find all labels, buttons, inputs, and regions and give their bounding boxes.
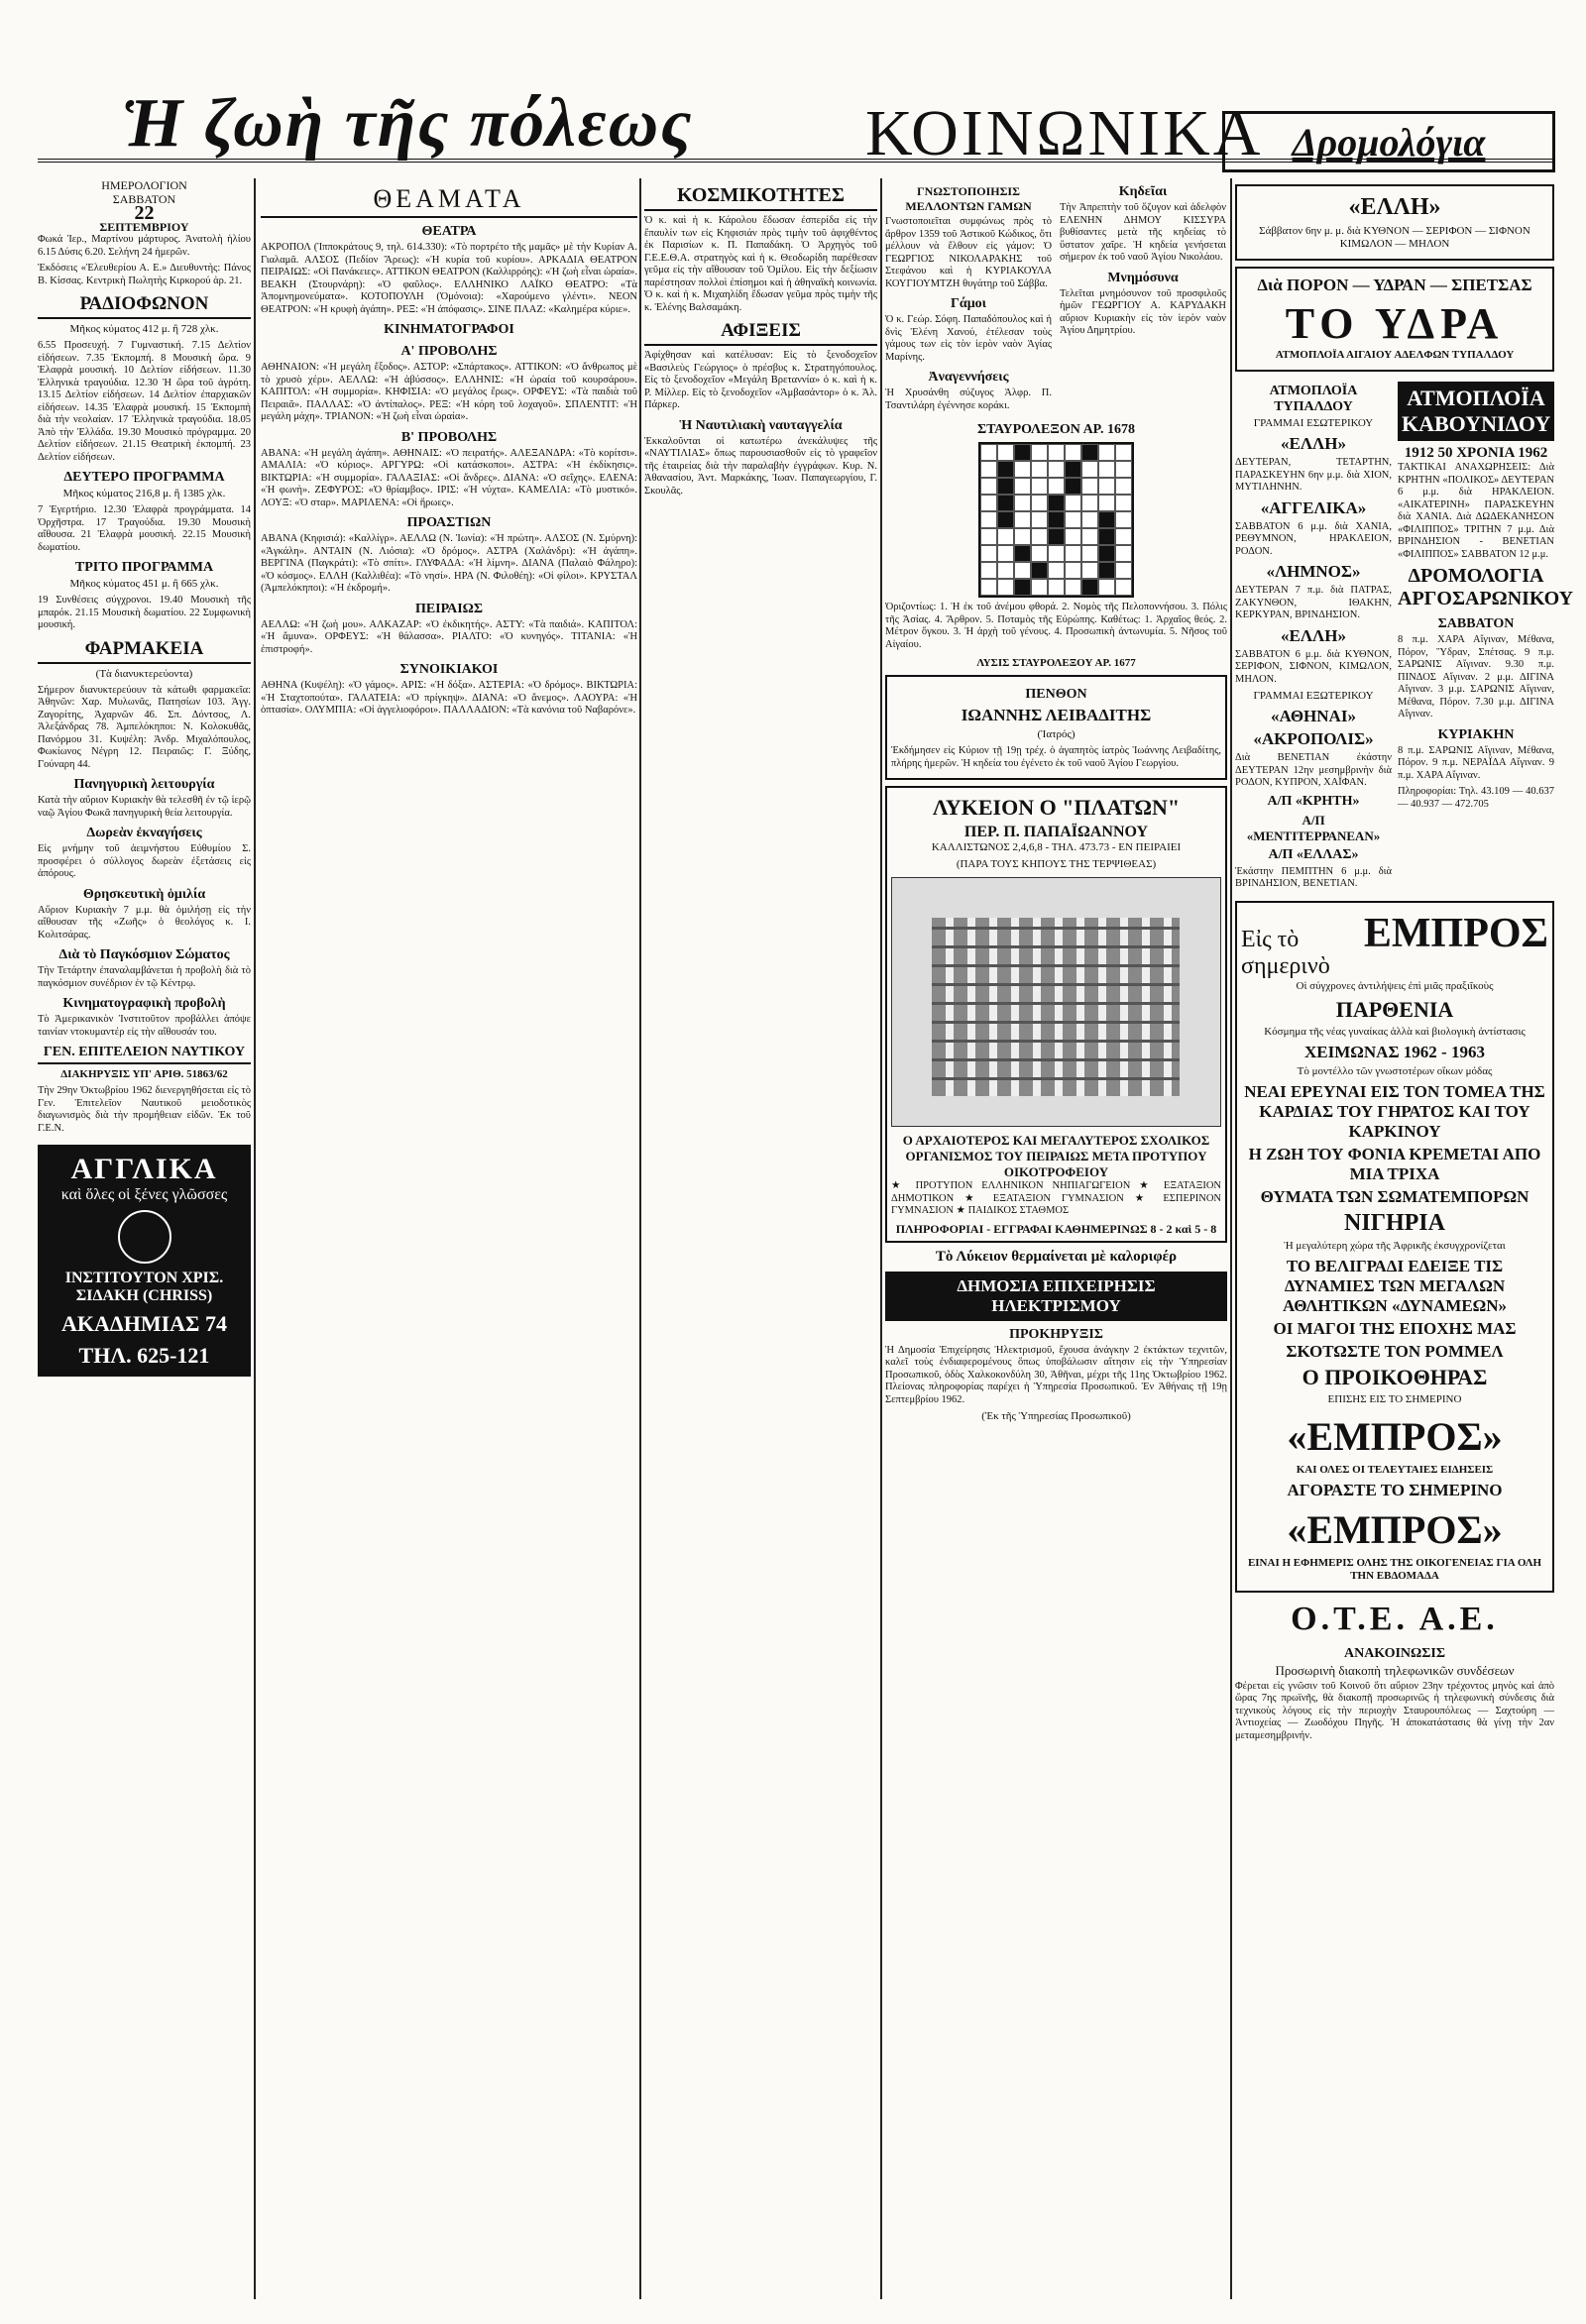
crossword-cell: [1115, 461, 1132, 478]
calendar-box: [38, 178, 251, 234]
crossword-cell: [997, 545, 1014, 562]
school-slogan: Ο ΑΡΧΑΙΟΤΕΡΟΣ ΚΑΙ ΜΕΓΑΛΥΤΕΡΟΣ ΣΧΟΛΙΚΟΣ ΟΡΓΑΝΙΣΜΟΣ ΤΟΥ ΠΕΙΡΑΙΩΣ ΜΕΤΑ ΠΡΟΤΥΠΟΥ ΟΙΚΟΤΡΟΦΕΙΟΥ: [902, 1133, 1210, 1179]
calendar-text: Φωκά Ἱερ., Μαρτίνου μάρτυρος. Ἀνατολὴ ἡλίου 6.15 Δύσις 6.20. Σελήνη 24 ἡμερῶν.: [38, 234, 251, 258]
newspaper-page: [38, 30, 1574, 2304]
column-4: [885, 178, 1227, 2299]
engagements-title: ΓΝΩΣΤΟΠΟΙΗΣΙΣ ΜΕΛΛΟΝΤΩΝ ΓΑΜΩΝ: [905, 184, 1032, 213]
crossword-cell: [1065, 579, 1081, 596]
naval-staff-subtitle: ΔΙΑΚΗΡΥΞΙΣ ΥΠ' ΑΡΙΘ. 51863/62: [60, 1068, 228, 1080]
embros-h8: ΟΙ ΜΑΓΟΙ ΤΗΣ ΕΠΟΧΗΣ ΜΑΣ: [1273, 1318, 1517, 1338]
crossword-cell: [1065, 478, 1081, 495]
memorials-text: Τελεῖται μνημόσυνον τοῦ προσφιλοῦς ἡμῶν ΓΕΩΡΓΙΟΥ Α. ΚΑΡΥΔΑΚΗ αὔριον Κυριακὴν εἰς τὸν ἱερὸν ναὸν Ἁγίου Δημητρίου.: [1060, 287, 1226, 336]
embros-h6b: Ἡ μεγαλύτερη χώρα τῆς Ἀφρικῆς ἐκσυγχρονίζεται: [1284, 1239, 1506, 1252]
ote-title: Ο.Τ.Ε. Α.Ε.: [1291, 1600, 1499, 1637]
crossword-cell: [980, 444, 997, 461]
film-screening-title: Κινηματογραφικὴ προβολὴ: [62, 996, 226, 1011]
crossword-cell: [1081, 444, 1098, 461]
crossword-cell: [1115, 579, 1132, 596]
embros-ad: [1235, 901, 1554, 1593]
arrivals-title: ΑΦΙΞΕΙΣ: [644, 320, 877, 346]
crossword-cell: [1048, 528, 1065, 545]
crossword-cell: [1014, 495, 1031, 511]
radio-wavelength: Μῆκος κύματος 412 μ. ἢ 728 χλκ.: [69, 323, 219, 335]
ship-elli: «ΕΛΛΗ»: [1281, 434, 1346, 453]
crossword-cell: [980, 528, 997, 545]
crossword-cell: [1014, 562, 1031, 579]
masthead-routes-box: [1222, 111, 1555, 172]
crossword-cell: [1081, 545, 1098, 562]
embros-h1: ΠΑΡΘΕΝΙΑ: [1335, 996, 1454, 1022]
crossword-cell: [1031, 579, 1048, 596]
naval-staff-title: ΓΕΝ. ΕΠΙΤΕΛΕΙΟΝ ΝΑΥΤΙΚΟΥ: [38, 1045, 251, 1064]
school-note: (ΠΑΡΑ ΤΟΥΣ ΚΗΠΟΥΣ ΤΗΣ ΤΕΡΨΙΘΕΑΣ): [956, 858, 1157, 870]
crossword-cell: [997, 478, 1014, 495]
foreign-lines: ΓΡΑΜΜΑΙ ΕΞΩΤΕΡΙΚΟΥ: [1253, 690, 1374, 702]
masthead-routes: Δρομολόγια: [1292, 119, 1486, 165]
crossword-cell: [997, 444, 1014, 461]
piraeus-text: ΑΕΛΛΩ: «Ἡ ζωὴ μου». ΑΛΚΑΖΑΡ: «Ὁ ἐκδικητής». ΑΣΤΥ: «Τὰ παιδιά». ΚΑΠΙΤΟΛ: «Ἡ ἄμυνα». ΟΡΦΕΥΣ: «Ἡ θάλασσα». ΡΙΑΛΤΟ: «Ὁ κυνηγός». ΤΙΤΑΝΙΑ: «Ἡ ἐπιστροφή».: [261, 618, 637, 655]
crossword-cell: [1031, 478, 1048, 495]
crossword-cell: [1115, 478, 1132, 495]
column-2: [261, 178, 637, 2299]
crossword-cell: [1065, 444, 1081, 461]
crossword-cell: [1065, 562, 1081, 579]
ship-angelika-text: ΣΑΒΒΑΤΟΝ 6 μ.μ. διὰ ΧΑΝΙΑ, ΡΕΘΥΜΝΟΝ, ΗΡΑΚΛΕΙΟΝ, ΡΟΔΟΝ.: [1235, 520, 1392, 557]
argosaronikos-contact: Πληροφορίαι: Τηλ. 43.109 — 40.637 — 40.937 — 472.705: [1398, 786, 1554, 810]
column-5: [1235, 178, 1574, 2299]
neighborhood-title: ΣΥΝΟΙΚΙΑΚΟΙ: [399, 662, 499, 677]
third-program-title: ΤΡΙΤΟ ΠΡΟΓΡΑΜΜΑ: [74, 560, 214, 575]
second-run-text: ΑΒΑΝΑ: «Ἡ μεγάλη ἀγάπη». ΑΘΗΝΑΙΣ: «Ὁ πειρατής». ΑΛΕΞΑΝΔΡΑ: «Τὸ κορίτσι». ΑΜΑΛΙΑ: «Ὁ κύριος». ΑΡΓΥΡΩ: «Οἱ κατάσκοποι». ΑΣΤΡΑ: «Ἡ ἐκδίκησις». ΒΙΚΤΩΡΙΑ: «Ἡ συμμορία». ΓΑΛΑΞΙΑΣ: «Οἱ ἄνδρες». ΔΙΑΝΑ: «Ὁ σεΐχης». ΕΛΕΝΑ: «Ἡ φωνὴ». ΖΕΦΥΡΟΣ: «Ὁ θρίαμβος». ΙΡΙΣ: «Ἡ νύχτα». ΚΑΜΕΛΙΑ: «Τὸ μυστικό». ΛΟΥΞ: «Ὁ σταρ». ΜΑΡΙΛΕΝΑ: «Οἱ ἥρωες».: [261, 447, 637, 508]
mourning-title: ΠΕΝΘΟΝ: [1025, 687, 1087, 702]
shows-title: ΘΕΑΜΑΤΑ: [261, 184, 637, 218]
funerals-title: Κηδεῖαι: [1118, 184, 1168, 199]
mourning-name: ΙΩΑΝΝΗΣ ΛΕΙΒΑΔΙΤΗΣ: [961, 706, 1152, 724]
congress-title: Διὰ τὸ Παγκόσμιον Σώματος: [58, 947, 230, 962]
institute-emblem-icon: [118, 1210, 171, 1264]
embros-h1b: Κόσμημα τῆς νέας γυναίκας ἀλλὰ καὶ βιολογικὴ ἀντίστασις: [1264, 1025, 1526, 1038]
crossword-cell: [1098, 579, 1115, 596]
naval-notice-title: Ἡ Ναυτιλιακὴ ναυταγγελία: [679, 417, 843, 433]
crossword-cell: [1115, 545, 1132, 562]
crossword-cell: [1115, 495, 1132, 511]
column-rule: [254, 178, 256, 2299]
ote-text: Φέρεται εἰς γνῶσιν τοῦ Κοινοῦ ὅτι αὔριον 23ην τρέχοντος μηνὸς καὶ ἀπὸ ὥρας 7ης πρωϊνῆς, θὰ διακοπῇ προσωρινῶς ἡ τηλεφωνικὴ σύνδεσις διὰ τεχνικοὺς λόγους εἰς τὴν περιοχὴν Σταυρουπόλεως — Σαχτούρη — Ἀντιοχείας — Ζωοδόχου Πηγῆς. Ἡ ἀποκατάστασις θὰ γίνῃ τὴν 2αν μεταμεσημβρινήν.: [1235, 1680, 1554, 1741]
ship-athinai-text: Διὰ ΒΕΝΕΤΙΑΝ ἐκάστην ΔΕΥΤΕΡΑΝ 12ην μεσημβρινὴν διὰ ΡΟΔΟΝ, ΚΥΠΡΟΝ, ΧΑΪΦΑΝ.: [1235, 752, 1392, 788]
column-1: [38, 178, 251, 2299]
third-program-text: 19 Συνθέσεις σύγχρονοι. 19.40 Μουσικὴ τῆς μπαρόκ. 21.15 Μουσικὴ δωματίου. 22 Συμφωνικὴ μουσική.: [38, 595, 251, 630]
ad-institute-address: ΑΚΑΔΗΜΙΑΣ 74: [61, 1311, 227, 1336]
embros-h2: ΧΕΙΜΩΝΑΣ 1962 - 1963: [1304, 1042, 1485, 1061]
argosaronikos-saturday: ΣΑΒΒΑΤΟΝ: [1437, 616, 1515, 631]
crossword-cell: [1031, 562, 1048, 579]
cinemas-title: ΚΙΝΗΜΑΤΟΓΡΑΦΟΙ: [384, 322, 514, 337]
ship-athinai: «ΑΘΗΝΑΙ»: [1271, 707, 1356, 725]
mourning-text: Ἐκδήμησεν εἰς Κύριον τῇ 19ῃ τρέχ. ὁ ἀγαπητὸς ἰατρὸς Ἰωάννης Λειβαδίτης, πλήρης ἡμερῶν. Ἡ κηδεία του ἐγένετο ἐκ τοῦ ναοῦ Ἁγίου Γεωργίου.: [891, 745, 1221, 769]
second-program-text: 7 Ἐγερτήριο. 12.30 Ἐλαφρὰ προγράμματα. 14 Ὀρχῆστρα. 17 Τραγούδια. 19.30 Μουσικὴ αἴθουσα. 21 Ἐλαφρὰ μουσική. 22.15 Μουσικὴ δωματίου.: [38, 504, 251, 553]
funerals-text: Τὴν Ἀπρεπτὴν τοῦ ὅζυγον καὶ ἀδελφὸν ΕΛΕΝΗΝ ΔΗΜΟΥ ΚΙΣΣΥΡΑ βυθίσαντες μετὰ τῆς κηδείας τὸ ὕστατον χαῖρε. Ἡ κηδεία γενήσεται σήμερον ἐκ τοῦ ναοῦ Ἁγίου Νικολάου.: [1060, 202, 1226, 263]
ad-institute-phone: ΤΗΛ. 625-121: [78, 1343, 210, 1368]
school-heating-note: Τὸ Λύκειον θερμαίνεται μὲ καλοριφέρ: [935, 1248, 1178, 1265]
crossword-cell: [1098, 478, 1115, 495]
school-info: ΠΛΗΡΟΦΟΡΙΑΙ - ΕΓΓΡΑΦΑΙ ΚΑΘΗΜΕΡΙΝΩΣ 8 - 2 καὶ 5 - 8: [895, 1221, 1217, 1236]
naval-staff-text: Τὴν 29ην Ὀκτωβρίου 1962 διενεργηθήσεται εἰς τὸ Γεν. Ἐπιτελεῖον Ναυτικοῦ μειοδοτικὸς διαγωνισμὸς διὰ τὴν προμήθειαν εἰδῶν. Ἐκ τοῦ Γ.Ε.Ν.: [38, 1085, 251, 1134]
kavounidis-text: ΤΑΚΤΙΚΑΙ ΑΝΑΧΩΡΗΣΕΙΣ: Διὰ ΚΡΗΤΗΝ «ΠΟΛΙΚΟΣ» ΔΕΥΤΕΡΑΝ 6 μ.μ. διὰ ΗΡΑΚΛΕΙΟΝ. «ΑΙΚΑΤΕΡΙΝΗ» ΠΑΡΑΣΚΕΥΗΝ διὰ ΧΑΝΙΑ. Διὰ ΔΩΔΕΚΑΝΗΣΟΝ «ΦΙΛΙΠΠΟΣ» ΤΡΙΤΗΝ 7 μ.μ. Διὰ ΒΡΙΝΔΗΣΙΟΝ - ΒΕΝΕΤΙΑΝ «ΦΙΛΙΠΠΟΣ» ΣΑΒΒΑΤΟΝ 12 μ.μ.: [1398, 462, 1554, 560]
engagements-text: Γνωστοποιεῖται συμφώνως πρὸς τὸ ἄρθρον 1359 τοῦ Ἀστικοῦ Κώδικος, ὅτι μέλλουν νὰ ἔλθουν εἰς γάμον: Ὁ ΓΕΩΡΓΙΟΣ ΝΙΚΟΛΑΡΑΚΗΣ τοῦ Στεφάνου καὶ ἡ ΚΥΡΙΑΚΟΥΛΑ ΚΟΥΓΙΟΥΜΤΖΗ θυγάτηρ τοῦ Σάββα.: [885, 216, 1052, 289]
kavounidis-years: 1912 50 ΧΡΟΝΙΑ 1962: [1404, 445, 1548, 461]
crossword-cell: [1031, 461, 1048, 478]
calendar-month: ΣΕΠΤΕΜΒΡΙΟΥ: [99, 220, 189, 234]
crossword-cell: [980, 511, 997, 528]
crossword-cell: [997, 562, 1014, 579]
memorials-title: Μνημόσυνα: [1107, 270, 1179, 285]
embros-name-3: «ΕΜΠΡΟΣ»: [1287, 1506, 1503, 1552]
power-company-title: ΔΗΜΟΣΙΑ ΕΠΙΧΕΙΡΗΣΙΣ ΗΛΕΚΤΡΙΣΜΟΥ: [957, 1275, 1156, 1315]
calendar-note: Ἐκδόσεις «Ἐλευθερίου Α. Ε.» Διευθυντὴς: Πάνος Β. Κίσσας. Κεντρικὴ Πωλητὴς Κιρκορού ἀρ. 21.: [38, 263, 251, 286]
crossword-cell: [997, 495, 1014, 511]
embros-h6: ΝΙΓΗΡΙΑ: [1344, 1209, 1445, 1236]
crossword-cell: [1065, 495, 1081, 511]
crossword-cell: [1098, 528, 1115, 545]
school-ad: [885, 786, 1227, 1243]
embros-h7: ΤΟ ΒΕΛΙΓΡΑΔΙ ΕΔΕΙΞΕ ΤΙΣ ΔΥΝΑΜΙΕΣ ΤΩΝ ΜΕΓΑΛΩΝ ΑΘΛΗΤΙΚΩΝ «ΔΥΝΑΜΕΩΝ»: [1282, 1256, 1508, 1315]
power-company-sign: (Ἐκ τῆς Ὑπηρεσίας Προσωπικοῦ): [981, 1410, 1131, 1422]
embros-h13: ΕΙΝΑΙ Η ΕΦΗΜΕΡΙΣ ΟΛΗΣ ΤΗΣ ΟΙΚΟΓΕΝΕΙΑΣ ΓΙΑ ΟΛΗ ΤΗΝ ΕΒΔΟΜΑΔΑ: [1247, 1556, 1542, 1582]
crossword-cell: [1048, 545, 1065, 562]
school-title: ΛΥΚΕΙΟΝ Ο "ΠΛΑΤΩΝ": [932, 795, 1181, 820]
argosaronikos-sunday: ΚΥΡΙΑΚΗΝ: [1437, 726, 1515, 742]
crossword-cell: [980, 579, 997, 596]
religious-talk-title: Θρησκευτικὴ ὁμιλία: [82, 886, 206, 902]
radio-text: 6.55 Προσευχή. 7 Γυμναστική. 7.15 Δελτίον εἰδήσεων. 7.35 Ἐκπομπή. 8 Μουσικὴ ὥρα. 9 Ἐλαφρὰ μουσική. 10 Δελτίον εἰδήσεων. 11.30 Ἐλληνικὰ τραγούδια. 12.30 Ἡ ὥρα τοῦ ἀγρότη. 13.15 Δελτίον εἰδήσεων. 14 Δελτίον ἐπαρχιακῶν εἰδήσεων. 14.35 Ἐλαφρὰ μουσική. 15 Ἐκπομπὴ διὰ τὴν νεολαίαν. 17 Ἑλληνικὰ τραγούδια. 18.05 Ἀπὸ τὴν Ἑλλάδα. 19.30 Μουσικὸ πρόγραμμα. 20 Δελτίον εἰδήσεων. 21.15 Θεατρικὴ ἐκπομπή. 23 Δελτίον εἰδήσεων.: [38, 340, 251, 463]
pharmacy-text: Σήμερον διανυκτερεύουν τὰ κάτωθι φαρμακεῖα: Ἀθηνῶν: Χαρ. Μυλωνᾶς, Πατησίων 103. Ἀγγ. Ζαγορίτης, Ἀχαρνῶν 46. Σπ. Δόντσος, Λ. Ἀλεξάνδρας 78. Ἀμπελόκηποι: Ν. Κολοκυθᾶς, Πανόρμου 31. Κυψέλη: Ἀνδρ. Μιχαλόπουλος, Φωκίωνος Νέγρη 12. Πειραιῶς: Γ. Ξύδης, Γούναρη 44.: [38, 684, 251, 770]
first-run-title: Α' ΠΡΟΒΟΛΗΣ: [400, 344, 498, 359]
crossword-cell: [997, 528, 1014, 545]
weddings-title: Γάμοι: [951, 296, 986, 311]
ships-foreign-text: Ἑκάστην ΠΕΜΠΤΗΝ 6 μ.μ. διὰ ΒΡΙΝΔΗΣΙΟΝ, ΒΕΝΕΤΙΑΝ.: [1235, 865, 1392, 889]
crossword-cell: [1014, 444, 1031, 461]
crossword-cell: [1014, 478, 1031, 495]
crossword-cell: [1048, 444, 1065, 461]
school-owner: ΠΕΡ. Π. ΠΑΠΑΪΩΑΝΝΟΥ: [963, 824, 1149, 840]
pharmacy-title: ΦΑΡΜΑΚΕΙΑ: [38, 638, 251, 664]
ship-ellas: Α/Π «ΕΛΛΑΣ»: [1268, 846, 1359, 862]
embros-h3: ΝΕΑΙ ΕΡΕΥΝΑΙ ΕΙΣ ΤΟΝ ΤΟΜΕΑ ΤΗΣ ΚΑΡΔΙΑΣ ΤΟΥ ΓΗΡΑΤΟΣ ΚΑΙ ΤΟΥ ΚΑΡΚΙΝΟΥ: [1244, 1081, 1545, 1141]
school-list: ★ ΠΡΟΤΥΠΟΝ ΕΛΛΗΝΙΚΟΝ ΝΗΠΙΑΓΩΓΕΙΟΝ ★ ΕΞΑΤΑΞΙΟΝ ΔΗΜΟΤΙΚΟΝ ★ ΕΞΑΤΑΞΙΟΝ ΓΥΜΝΑΣΙΟΝ ★ ΕΣΠΕΡΙΝΟΝ ΓΥΜΝΑΣΙΟΝ ★ ΠΑΙΔΙΚΟΣ ΣΤΑΘΜΟΣ: [891, 1180, 1221, 1216]
power-company-text: Ἡ Δημοσία Ἐπιχείρησις Ἠλεκτρισμοῦ, ἔχουσα ἀνάγκην 2 ἐκτάκτων τεχνιτῶν, καλεῖ τοὺς ἐνδιαφερομένους ὅπως ὑποβάλωσιν αἴτησιν εἰς τὴν Ὑπηρεσίαν Προσωπικοῦ, ὁδὸς Χαλκοκονδύλη 30, Ἀθῆναι, μέχρι τῆς 11ης Ὀκτωβρίου 1962. Πλείονας πληροφορίας παρέχει ἡ Ὑπηρεσία Προσωπικοῦ. Ἐν Ἀθήναις τῇ 19ῃ Σεπτεμβρίου 1962.: [885, 1344, 1227, 1405]
crossword-cell: [1031, 511, 1048, 528]
column-rule: [639, 178, 641, 2299]
crossword-cell: [1048, 478, 1065, 495]
crossword-cell: [1081, 562, 1098, 579]
radio-title: ΡΑΔΙΟΦΩΝΟΝ: [38, 293, 251, 319]
crossword-cell: [997, 511, 1014, 528]
ship-limnos: «ΛΗΜΝΟΣ»: [1266, 562, 1361, 581]
embros-pre: Οἱ σύγχρονες ἀντιλήψεις ἐπὶ μιᾶς πραξιῖκοὺς: [1296, 979, 1494, 992]
crossword-cell: [1048, 461, 1065, 478]
english-school-ad: [38, 1145, 251, 1377]
crossword-title: ΣΤΑΥΡΟΛΕΞΟΝ ΑΡ. 1678: [977, 422, 1135, 437]
embros-h11: ΚΑΙ ΟΛΕΣ ΟΙ ΤΕΛΕΥΤΑΙΕΣ ΕΙΔΗΣΕΙΣ: [1296, 1463, 1494, 1476]
naval-notice-text: Ἐκκαλοῦνται οἱ κατωτέρω ἀνεκάλυψες τῆς «ΝΑΥΤΙΛΙΑΣ» ὅπως παρουσιασθοῦν εἰς τὸ γραφεῖον τῆς ἑταιρείας διὰ τὴν παραλαβὴν ἐγγράφων. Κυρ. Ν. Ἀθανασίου, Ἀντ. Μαρκάκης, Ἰωαν. Παπαγεωργίου, Γ. Σκουλᾶς.: [644, 435, 877, 497]
power-company-subtitle: ΠΡΟΚΗΡΥΞΙΣ: [1009, 1326, 1103, 1342]
argosaronikos-sunday-text: 8 π.μ. ΣΑΡΩΝΙΣ Αἴγιναν, Μέθανα, Πόρον. 9 π.μ. ΝΕΡΑΪΔΑ Αἴγιναν. 9 π.μ. ΧΑΡΑ Αἴγιναν.: [1398, 744, 1554, 781]
argosaronikos-text: 8 π.μ. ΧΑΡΑ Αἴγιναν, Μέθανα, Πόρον, Ὕδραν, Σπέτσας. 9 π.μ. ΣΑΡΩΝΙΣ Αἴγιναν. 9.30 π.μ. ΠΙΝΔΟΣ Αἴγιναν. 2 μ.μ. ΔΙΓΙΝΑ Αἴγιναν. 3 μ.μ. ΣΑΡΩΝΙΣ Αἴγιναν, Μέθανα, Πόρον. 7.30 μ.μ. ΔΙΓΙΝΑ Αἴγιναν.: [1398, 634, 1554, 719]
embros-h10b: ΕΠΙΣΗΣ ΕΙΣ ΤΟ ΣΗΜΕΡΙΝΟ: [1327, 1392, 1462, 1405]
crossword-cell: [1081, 528, 1098, 545]
ship-elli-text: ΔΕΥΤΕΡΑΝ, ΤΕΤΑΡΤΗΝ, ΠΑΡΑΣΚΕΥΗΝ 6ην μ.μ. διὰ ΧΙΟΝ, ΜΥΤΙΛΗΝΗΝ.: [1235, 457, 1392, 493]
typaldos-title: ΑΤΜΟΠΛΟΪΑ ΤΥΠΑΛΔΟΥ: [1269, 384, 1358, 414]
crossword-solution-title: ΛΥΣΙΣ ΣΤΑΥΡΟΛΕΞΟΥ ΑΡ. 1677: [976, 657, 1136, 669]
crossword-cell: [1031, 545, 1048, 562]
embros-h9: ΣΚΟΤΩΣΤΕ ΤΟΝ ΡΟΜΜΕΛ: [1286, 1341, 1504, 1361]
crossword-clues: Ὁριζοντίως: 1. Ἡ ἐκ τοῦ ἀνέμου φθορά. 2. Νομὸς τῆς Πελοποννήσου. 3. Πόλις τῆς Ἀσίας. 4. Ἄρθρον. 5. Ποταμὸς τῆς Εὐρώπης. Καθέτως: 1. Ἀρχαῖος θεός. 2. Μέτρον ὄγκου. 3. Ἡ ἀρχὴ τοῦ γένους. 4. Προσωπικὴ ἀντωνυμία. 5. Νῆσος τοῦ Αἰγαίου.: [885, 602, 1227, 650]
ad-english-title: ΑΓΓΛΙΚΑ: [70, 1153, 218, 1185]
ship-angelika: «ΑΓΓΕΛΙΚΑ»: [1260, 498, 1367, 517]
calendar-day: ΣΑΒΒΑΤΟΝ: [112, 192, 176, 206]
crossword-cell: [1081, 478, 1098, 495]
crossword-cell: [1065, 511, 1081, 528]
crossword-cell: [1098, 461, 1115, 478]
crossword-cell: [997, 579, 1014, 596]
embros-name-2: «ΕΜΠΡΟΣ»: [1287, 1413, 1503, 1459]
congress-text: Τὴν Τετάρτην ἐπαναλαμβάνεται ἡ προβολὴ διὰ τὸ παγκόσμιον συνέδριον ἐν τῷ Κέντρῳ.: [38, 965, 251, 989]
column-rule: [880, 178, 882, 2299]
crossword-cell: [1014, 528, 1031, 545]
births-text: Ἡ Χρυσάνθη σύζυγος Ἀλφρ. Π. Τσαντιλάρη ἐγέννησε κοράκι.: [885, 387, 1052, 411]
ydra-route-line: Διὰ ΠΟΡΟΝ — ΥΔΡΑΝ — ΣΠΕΤΣΑΣ: [1257, 276, 1532, 294]
crossword-cell: [1081, 461, 1098, 478]
social-events-text: Ὁ κ. καὶ ἡ κ. Κάρολου ἔδωσαν ἐσπερίδα εἰς τὴν ἔπαυλίν των εἰς Κηφισιάν πρὸς τιμὴν τοῦ ἀφιχθέντος ἐκ Παρισίων κ. Π. Παπαδάκη. Ὁ Ἀρχηγὸς τοῦ Γ.Ε.Ε.Θ.Α. στρατηγὸς καὶ ἡ κ. Θεοδωρίδη παρέθεσαν γεῦμα εἰς τὴν αἴθουσαν τοῦ Ὁμίλου. Εἰς τὴν δεξίωσιν παρέστησαν πολλοὶ ἐπίσημοι καὶ ἡ ἀθηναϊκὴ κοινωνία. Ὁ κ. καὶ ἡ κ. Μιχαηλίδη ἔδωσαν γεῦμα πρὸς τιμὴν τῆς κ. Ἐλένης Βαλσαμάκη.: [644, 215, 877, 313]
crossword-cell: [1065, 528, 1081, 545]
elli-route-text: Σάββατον 6ην μ. μ. διὰ ΚΥΘΝΟΝ — ΣΕΡΙΦΟΝ — ΣΙΦΝΟΝ ΚΙΜΩΛΟΝ — ΜΗΛΟΝ: [1259, 225, 1530, 250]
ship-limnos-text: ΔΕΥΤΕΡΑΝ 7 π.μ. διὰ ΠΑΤΡΑΣ, ΖΑΚΥΝΘΟΝ, ΙΘΑΚΗΝ, ΚΕΡΚΥΡΑΝ, ΒΡΙΝΔΗΣΙΟΝ.: [1235, 585, 1392, 620]
ydra-route-box: [1235, 267, 1554, 372]
second-run-title: Β' ΠΡΟΒΟΛΗΣ: [400, 429, 498, 445]
second-program-title: ΔΕΥΤΕΡΟ ΠΡΟΓΡΑΜΜΑ: [63, 470, 225, 485]
pharmacy-subtitle: (Τὰ διανυκτερεύοντα): [95, 667, 193, 680]
crossword-cell: [997, 461, 1014, 478]
theatres-text: ΑΚΡΟΠΟΛ (Ἱπποκράτους 9, τηλ. 614.330): «Τὸ πορτρέτο τῆς μαμᾶς» μὲ τὴν Κυρίαν Α. Γιαλαμᾶ. ΑΛΣΟΣ (Πεδίον Ἄρεως): «Ἡ κυρία τοῦ κυρίου». ΑΡΚΑΔΙΑ ΘΕΑΤΡΟΝ ΠΕΙΡΑΙΩΣ: «Οἱ Πανάκειες». ΑΤΤΙΚΟΝ ΘΕΑΤΡΟΝ (Καλλιρρόης): «Ἡ ζωὴ εἶναι ὡραία». ΒΕΑΚΗ (Στουρνάρη): «Ὁ φαῦλος». ΕΛΛΗΝΙΚΟ ΛΑΪΚΟ ΘΕΑΤΡΟ: «Τὰ Ἀπομνημονεύματα». ΚΟΤΟΠΟΥΛΗ (Ὀμόνοια): «Χαρούμενο γλέντι». ΝΕΟΝ ΘΕΑΤΡΟΝ: «Ἡ κρυφὴ ἀγάπη». ΡΕΞ: «Ἡ ἀπόφασις». ΣΙΝΕ ΠΛΑΖ: «Καλημέρα κύριε».: [261, 242, 637, 315]
school-address: ΚΑΛΛΙΣΤΩΝΟΣ 2,4,6,8 - ΤΗΛ. 473.73 - ΕΝ ΠΕΙΡΑΙΕΙ: [931, 841, 1182, 853]
crossword-cell: [1031, 495, 1048, 511]
social-events-title: ΚΟΣΜΙΚΟΤΗΤΕΣ: [644, 184, 877, 211]
ote-heading: Προσωρινὴ διακοπὴ τηλεφωνικῶν συνδέσεων: [1275, 1662, 1515, 1678]
embros-line: Εἰς τὸ σημερινὸ: [1241, 926, 1330, 979]
crossword-cell: [1098, 511, 1115, 528]
crossword-cell: [1115, 511, 1132, 528]
crossword-cell: [1031, 528, 1048, 545]
religious-talk-text: Αὔριον Κυριακὴν 7 μ.μ. θὰ ὁμιλήσῃ εἰς τὴν αἴθουσαν τῆς «Ζωῆς» ὁ θεολόγος κ. Ι. Κολιτσάρας.: [38, 904, 251, 941]
suburbs-text: ΑΒΑΝΑ (Κηφισιά): «Καλλίγρ». ΑΕΛΛΩ (Ν. Ἰωνία): «Ἡ πρώτη». ΑΛΣΟΣ (Ν. Σμύρνη): «Ἀγκάλη». ΑΝΤΑΙΝ (Ν. Λιόσια): «Ὁ δρόμος». ΑΣΤΡΑ (Χαλάνδρι): «Ἡ ἀγάπη». ΒΕΡΓΙΝΑ (Παγκράτι): «Τὸ σπίτι». ΓΛΥΦΑΔΑ: «Ἡ λίμνη». ΔΙΑΝΑ (Παλαιὸ Φάληρο): «Ὁ κόσμος». ΕΛΛΗ (Καλλιθέα): «Τὸ νησί». ΗΡΑ (Ν. Φιλοθέη): «Οἱ φίλοι». ΚΡΥΣΤΑΛ (Ἀμπελόκηποι): «Ἡ ἐκδρομή».: [261, 533, 637, 594]
embros-name: ΕΜΠΡΟΣ: [1363, 910, 1548, 956]
crossword-grid: [978, 442, 1134, 598]
ad-english-subtitle: καὶ ὅλες οἱ ξένες γλῶσσες: [60, 1186, 228, 1203]
crossword-cell: [1098, 545, 1115, 562]
elli-ship-name: «ΕΛΛΗ»: [1348, 194, 1441, 220]
school-building-image: [891, 877, 1221, 1127]
free-exams-title: Δωρεὰν ἐκναγήσεις: [86, 826, 202, 840]
crossword-cell: [980, 562, 997, 579]
masthead-city-life: Ἡ ζωὴ τῆς πόλεως: [122, 85, 694, 162]
crossword-cell: [1115, 528, 1132, 545]
embros-h10: Ο ΠΡΟΙΚΟΘΗΡΑΣ: [1302, 1364, 1488, 1389]
crossword-cell: [1065, 545, 1081, 562]
column-3: [644, 178, 877, 2299]
embros-h12: ΑΓΟΡΑΣΤΕ ΤΟ ΣΗΜΕΡΙΝΟ: [1287, 1480, 1503, 1499]
crossword-cell: [1081, 495, 1098, 511]
ship-mediterranean: Α/Π «ΜΕΝΤΙΤΕΡΡΑΝΕΑΝ»: [1246, 812, 1381, 843]
first-run-text: ΑΘΗΝΑΙΟΝ: «Ἡ μεγάλη ἔξοδος». ΑΣΤΟΡ: «Σπάρτακος». ΑΤΤΙΚΟΝ: «Ὁ ἄνθρωπος μὲ τὸ χρυσὸ χέρι». ΑΕΛΛΩ: «Ἡ ἀβύσσος». ΕΛΛΗΝΙΣ: «Ἡ ὡραία τοῦ κουρσάρου». ΚΑΠΙΤΟΛ: «Ἡ συμμορία». ΚΗΦΙΣΙΑ: «Ὁ μεγάλος ἔρως». ΟΡΦΕΥΣ: «Τὰ παιδιὰ τοῦ Πειραιᾶ». ΠΑΛΛΑΣ: «Ὁ ἀντίπαλος». ΡΕΞ: «Ἡ κόρη τοῦ λοχαγοῦ». ΣΠΛΕΝΤΙΤ: «Ἡ μεγάλη μάχη». ΤΡΙΑΝΟΝ: «Ἡ ζωὴ εἶναι ὡραία».: [261, 362, 637, 422]
embros-h2b: Τὸ μοντέλλο τῶν γνωστοτέρων οἴκων μόδας: [1297, 1064, 1493, 1077]
ship-kriti: Α/Π «ΚΡΗΤΗ»: [1267, 793, 1360, 809]
neighborhood-text: ΑΘΗΝΑ (Κυψέλη): «Ὁ γάμος». ΑΡΙΣ: «Ἡ δόξα». ΑΣΤΕΡΙΑ: «Ὁ δρόμος». ΒΙΚΤΩΡΙΑ: «Ἡ Σταχτοπούτα». ΓΑΛΑΤΕΙΑ: «Ὁ πρίγκηψ». ΔΙΑΝΑ: «Ὁ ἄνεμος». ΛΑΟΥΡΑ: «Ἡ ὀπτασία». ΟΛΥΜΠΙΑ: «Οἱ ἀγγελιοφόροι». ΠΑΛΛΑΔΙΟΝ: «Τὰ κανόνια τοῦ Ναβαρόνε».: [261, 680, 637, 716]
third-program-wavelength: Μῆκος κύματος 451 μ. ἢ 665 χλκ.: [69, 578, 219, 590]
film-screening-text: Τὸ Ἀμερικανικὸν Ἰνστιτοῦτον προβάλλει ἀπόψε ταινίαν ντοκυμαντέρ εἰς τὴν αἴθουσάν του.: [38, 1014, 251, 1038]
typaldos-line: ΑΤΜΟΠΛΟΪΑ ΑΙΓΑΙΟΥ ΑΔΕΛΦΩΝ ΤΥΠΑΛΔΟΥ: [1275, 349, 1515, 361]
embros-h5: ΘΥΜΑΤΑ ΤΩΝ ΣΩΜΑΤΕΜΠΟΡΩΝ: [1260, 1186, 1529, 1206]
suburbs-title: ΠΡΟΑΣΤΙΩΝ: [406, 515, 492, 530]
crossword-cell: [1014, 545, 1031, 562]
free-exams-text: Εἰς μνήμην τοῦ ἀειμνήστου Εὐθυμίου Σ. προσφέρει ὁ σύλλογος δωρεὰν ἐξετάσεις εἰς ἀπόρους.: [38, 843, 251, 879]
ship-elli-2: «ΕΛΛΗ»: [1281, 625, 1346, 645]
crossword-cell: [1081, 579, 1098, 596]
crossword-cell: [1065, 461, 1081, 478]
crossword-cell: [980, 461, 997, 478]
ote-subtitle: ΑΝΑΚΟΙΝΩΣΙΣ: [1343, 1645, 1446, 1661]
births-title: Ἀναγεννήσεις: [928, 370, 1009, 385]
mourning-subtitle: (Ἰατρός): [1037, 728, 1076, 740]
crossword-cell: [1115, 562, 1132, 579]
crossword-cell: [1014, 461, 1031, 478]
crossword-cell: [980, 495, 997, 511]
calendar-number: 22: [134, 202, 155, 224]
masthead: [38, 30, 1554, 169]
crossword-cell: [1098, 562, 1115, 579]
ydra-ship-name: ΤΟ ΥΔΡΑ: [1285, 299, 1505, 348]
liturgy-text: Κατὰ τὴν αὔριον Κυριακὴν θὰ τελεσθῆ ἐν τῷ ἱερῷ ναῷ Ἁγίου Φωκᾶ πανηγυρικὴ θεία λειτουργία.: [38, 795, 251, 819]
elli-route-box: [1235, 184, 1554, 261]
ad-institute-name: ΙΝΣΤΙΤΟΥΤΟΝ ΧΡΙΣ. ΣΙΔΑΚΗ (CHRISS): [64, 1270, 224, 1304]
crossword-cell: [1014, 511, 1031, 528]
ship-elli-2-text: ΣΑΒΒΑΤΟΝ 6 μ.μ. διὰ ΚΥΘΝΟΝ, ΣΕΡΙΦΟΝ, ΣΙΦΝΟΝ, ΚΙΜΩΛΟΝ, ΜΗΛΟΝ.: [1235, 648, 1392, 685]
crossword-cell: [1098, 444, 1115, 461]
liturgy-title: Πανηγυρικὴ λειτουργία: [73, 777, 215, 792]
weddings-text: Ὁ κ. Γεώρ. Σόφη. Παπαδόπουλος καὶ ἡ δνὶς Ἑλένη Χανού, ἐτέλεσαν τοὺς γάμους των εἰς τὸν ἱερὸν ναὸν Ἁγίας Μαρίνης.: [885, 314, 1052, 363]
crossword-cell: [1048, 579, 1065, 596]
embros-h4: Η ΖΩΗ ΤΟΥ ΦΟΝΙΑ ΚΡΕΜΕΤΑΙ ΑΠΟ ΜΙΑ ΤΡΙΧΑ: [1248, 1144, 1541, 1183]
crossword-cell: [980, 478, 997, 495]
power-company-banner: [885, 1272, 1227, 1321]
second-program-wavelength: Μῆκος κύματος 216,8 μ. ἢ 1385 χλκ.: [62, 488, 226, 499]
crossword-cell: [1081, 511, 1098, 528]
kavounidis-title: ΑΤΜΟΠΛΟΪΑ ΚΑΒΟΥΝΙΔΟΥ: [1398, 382, 1554, 441]
piraeus-title: ΠΕΙΡΑΙΩΣ: [414, 601, 484, 616]
crossword-cell: [980, 545, 997, 562]
crossword-cell: [1115, 444, 1132, 461]
arrivals-text: Ἀφίχθησαν καὶ κατέλυσαν: Εἰς τὸ ξενοδοχεῖον «Βασιλεὺς Γεώργιος» ὁ πρέσβυς κ. Στρατηγόπουλος. Εἰς τὸ ξενοδοχεῖον «Μεγάλη Βρεταννία» ὁ κ. καὶ ἡ κ. Ρ. Μίλλερ. Εἰς τὸ ξενοδοχεῖον «Ἀμβασάντορ» ὁ κ. Ἀλ. Πάρκερ.: [644, 350, 877, 410]
argosaronikos-title: ΔΡΟΜΟΛΟΓΙΑ ΑΡΓΟΣΑΡΩΝΙΚΟΥ: [1398, 565, 1574, 609]
crossword-cell: [1098, 495, 1115, 511]
domestic-lines: ΓΡΑΜΜΑΙ ΕΣΩΤΕΡΙΚΟΥ: [1253, 417, 1374, 429]
mourning-box: [885, 675, 1227, 780]
crossword-cell: [1031, 444, 1048, 461]
crossword-cell: [1048, 562, 1065, 579]
crossword-cell: [1048, 495, 1065, 511]
calendar-title: ΗΜΕΡΟΛΟΓΙΟΝ: [101, 178, 187, 192]
crossword-cell: [1014, 579, 1031, 596]
theatres-title: ΘΕΑΤΡΑ: [421, 224, 477, 239]
masthead-society: ΚΟΙΝΩΝΙΚΑ: [865, 97, 1264, 169]
crossword-cell: [1048, 511, 1065, 528]
column-rule: [1230, 178, 1232, 2299]
ship-akropolis: «ΑΚΡΟΠΟΛΙΣ»: [1253, 729, 1374, 748]
